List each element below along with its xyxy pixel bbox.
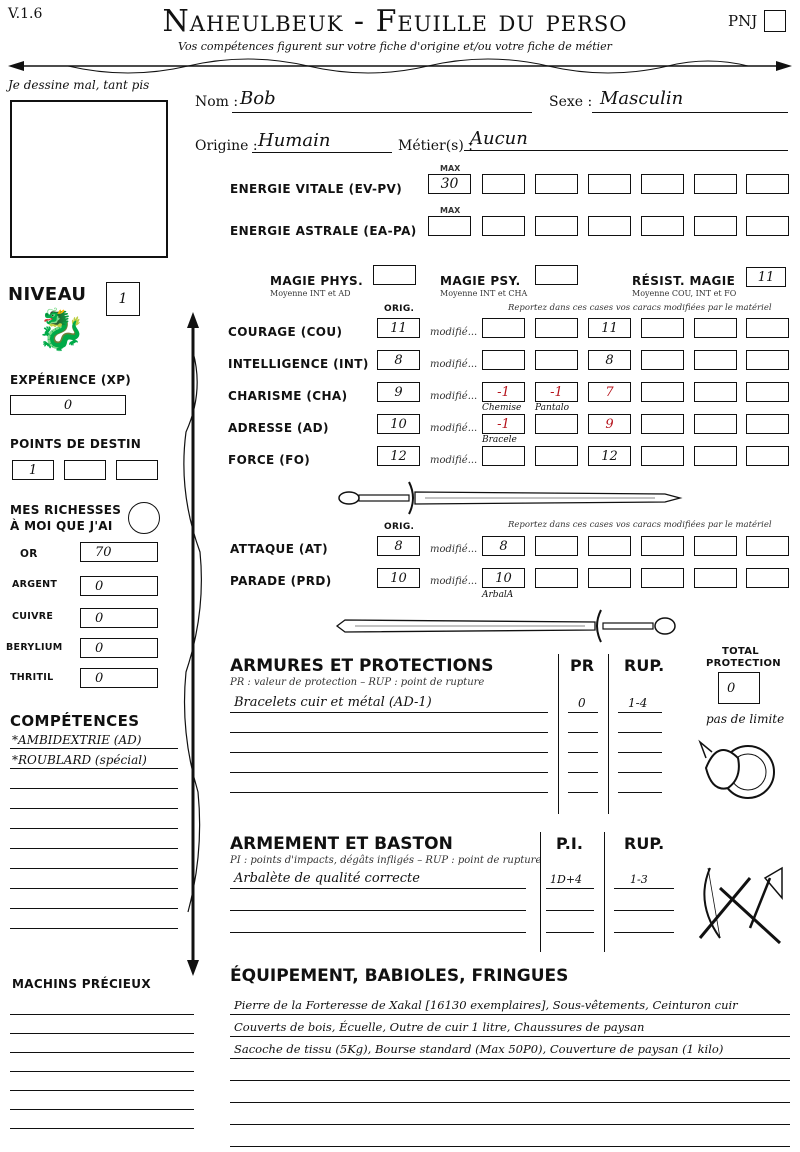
origine-value[interactable]: Humain	[258, 130, 331, 151]
carac-mod-box[interactable]	[746, 414, 789, 434]
armure-pr-line	[568, 792, 598, 793]
niveau-value[interactable]: 1	[106, 282, 140, 316]
machin-line[interactable]	[10, 1014, 194, 1015]
arme-pi-line	[546, 910, 594, 911]
armure-rup-line	[618, 712, 662, 713]
magie-psy-label: MAGIE PSY.	[440, 274, 521, 288]
ev-box[interactable]	[641, 174, 684, 194]
competence-item[interactable]: *AMBIDEXTRIE (AD)	[12, 733, 142, 747]
richesse-value-or[interactable]: 70	[80, 542, 158, 562]
armure-rup[interactable]: 1-4	[628, 696, 648, 710]
sexe-label: Sexe :	[549, 94, 593, 110]
carac-mod-box[interactable]: 8	[588, 350, 631, 370]
competence-line	[10, 868, 178, 869]
nom-value[interactable]: Bob	[240, 88, 276, 109]
xp-value[interactable]: 0	[10, 395, 126, 415]
armure-rup-line	[618, 772, 662, 773]
richesse-value-thritil[interactable]: 0	[80, 668, 158, 688]
arme-rup-line	[614, 888, 674, 889]
armures-title: ARMURES ET PROTECTIONS	[230, 656, 494, 676]
combat-note: Reportez dans ces cases vos caracs modifiées par le matériel	[508, 520, 772, 530]
carac-orig-label: ORIG.	[384, 304, 415, 314]
sword-ornament-2	[335, 606, 685, 646]
carac-orig[interactable]: 10	[377, 414, 420, 434]
ev-box[interactable]	[482, 174, 525, 194]
combat-name: ATTAQUE (AT)	[230, 542, 328, 556]
ev-box[interactable]	[588, 174, 631, 194]
carac-mod-box[interactable]	[482, 318, 525, 338]
destin-label: POINTS DE DESTIN	[10, 437, 142, 451]
magie-psy-note: Moyenne INT et CHA	[440, 289, 528, 298]
portrait-box[interactable]	[10, 100, 168, 258]
carac-modifie-label: modifié...	[430, 455, 478, 466]
carac-item-note: Chemise	[482, 403, 522, 413]
xp-label: EXPÉRIENCE (XP)	[10, 373, 132, 387]
niveau-label: NIVEAU	[8, 284, 87, 305]
arme-line	[230, 932, 526, 933]
arme-rup[interactable]: 1-3	[630, 873, 648, 886]
armures-col-rup: RUP.	[624, 656, 665, 675]
combat-mod-box[interactable]	[535, 536, 578, 556]
equipement-line	[230, 1124, 790, 1125]
combat-mod-box[interactable]	[746, 568, 789, 588]
competence-line	[10, 848, 178, 849]
magie-psy-value[interactable]	[535, 265, 578, 285]
carac-item-note: Pantalo	[535, 403, 570, 413]
carac-item-note: Bracele	[482, 435, 517, 445]
competences-label: COMPÉTENCES	[10, 712, 140, 730]
combat-modifie-label: modifié...	[430, 544, 478, 555]
armure-pr-line	[568, 732, 598, 733]
combat-mod-box[interactable]	[641, 568, 684, 588]
ea-box[interactable]	[482, 216, 525, 236]
machin-line[interactable]	[10, 1052, 194, 1053]
armure-line	[230, 772, 548, 773]
combat-mod-box[interactable]	[535, 568, 578, 588]
carac-mod-box[interactable]: 11	[588, 318, 631, 338]
combat-mod-box[interactable]	[694, 568, 737, 588]
carac-name: ADRESSE (AD)	[228, 421, 329, 435]
richesse-value-berylium[interactable]: 0	[80, 638, 158, 658]
magie-phys-value[interactable]	[373, 265, 416, 285]
competence-item[interactable]: *ROUBLARD (spécial)	[12, 753, 147, 767]
arme-line	[230, 888, 526, 889]
coin-icon	[128, 502, 160, 534]
carac-orig[interactable]: 11	[377, 318, 420, 338]
competence-line	[10, 768, 178, 769]
arme-rup-line	[614, 910, 674, 911]
carac-mod-box[interactable]	[482, 350, 525, 370]
armement-title: ARMEMENT ET BASTON	[230, 834, 453, 854]
weapons-icon	[690, 858, 790, 948]
ea-label: ENERGIE ASTRALE (EA-PA)	[230, 224, 417, 238]
equipement-line	[230, 1036, 790, 1037]
carac-mod-box[interactable]	[694, 350, 737, 370]
equipement-item[interactable]: Sacoche de tissu (5Kg), Bourse standard (Max 50P0), Couverture de paysan (1 kilo)	[234, 1042, 724, 1056]
armement-note: PI : points d'impacts, dégâts infligés – RUP : point de rupture	[230, 855, 542, 866]
carac-note: Reportez dans ces cases vos caracs modifiées par le matériel	[508, 303, 772, 313]
combat-orig[interactable]: 10	[377, 568, 420, 588]
competence-line	[10, 908, 178, 909]
competence-line	[10, 828, 178, 829]
ea-box[interactable]	[641, 216, 684, 236]
carac-mod-box[interactable]	[641, 446, 684, 466]
armure-rup-line	[618, 792, 662, 793]
armure-pr[interactable]: 0	[578, 696, 586, 710]
carac-mod-box[interactable]	[746, 382, 789, 402]
combat-mod-box[interactable]	[588, 568, 631, 588]
armure-rup-line	[618, 732, 662, 733]
carac-mod-box[interactable]	[694, 318, 737, 338]
carac-mod-box[interactable]	[535, 414, 578, 434]
arme-rup-line	[614, 932, 674, 933]
combat-mod-box[interactable]: 10	[482, 568, 525, 588]
ev-label: ENERGIE VITALE (EV-PV)	[230, 182, 403, 196]
ea-max-label: MAX	[440, 206, 461, 215]
magie-phys-note: Moyenne INT et AD	[270, 289, 351, 298]
equipement-line	[230, 1146, 790, 1147]
total-protection-label-1: TOTAL	[722, 646, 759, 657]
portrait-label: Je dessine mal, tant pis	[8, 78, 150, 92]
ev-box[interactable]	[535, 174, 578, 194]
carac-mod-box[interactable]	[641, 414, 684, 434]
ev-box[interactable]: 30	[428, 174, 471, 194]
carac-mod-box[interactable]: 9	[588, 414, 631, 434]
carac-mod-box[interactable]: -1	[482, 414, 525, 434]
arme-name[interactable]: Arbalète de qualité correcte	[234, 871, 420, 886]
competence-line	[10, 928, 178, 929]
ea-box[interactable]	[428, 216, 471, 236]
ev-max-label: MAX	[440, 164, 461, 173]
page-title: Naheulbeuk - Feuille du perso	[162, 4, 628, 39]
resist-magie-value[interactable]: 11	[746, 267, 786, 287]
carac-mod-box[interactable]	[694, 446, 737, 466]
carac-mod-box[interactable]	[535, 318, 578, 338]
carac-mod-box[interactable]	[746, 350, 789, 370]
combat-modifie-label: modifié...	[430, 576, 478, 587]
carac-name: CHARISME (CHA)	[228, 389, 348, 403]
machin-line[interactable]	[10, 1109, 194, 1110]
carac-modifie-label: modifié...	[430, 359, 478, 370]
page-subtitle: Vos compétences figurent sur votre fiche d'origine et/ou votre fiche de métier	[178, 40, 612, 53]
carac-mod-box[interactable]: -1	[535, 382, 578, 402]
armures-note: PR : valeur de protection – RUP : point de rupture	[230, 677, 485, 688]
machin-line[interactable]	[10, 1128, 194, 1129]
resist-magie-label: RÉSIST. MAGIE	[632, 274, 736, 288]
ea-box[interactable]	[694, 216, 737, 236]
competence-line	[10, 888, 178, 889]
combat-orig[interactable]: 8	[377, 536, 420, 556]
metier-label: Métier(s) :	[398, 138, 473, 154]
armure-line	[230, 732, 548, 733]
carac-mod-box[interactable]	[535, 350, 578, 370]
metier-value[interactable]: Aucun	[470, 128, 528, 149]
destin-box-2[interactable]	[64, 460, 106, 480]
carac-orig[interactable]: 12	[377, 446, 420, 466]
carac-modifie-label: modifié...	[430, 391, 478, 402]
machin-line[interactable]	[10, 1033, 194, 1034]
armures-col-pr: PR	[570, 656, 595, 675]
carac-mod-box[interactable]	[641, 350, 684, 370]
carac-mod-box[interactable]	[641, 318, 684, 338]
arme-pi-line	[546, 932, 594, 933]
magie-phys-label: MAGIE PHYS.	[270, 274, 364, 288]
sexe-value[interactable]: Masculin	[600, 88, 684, 109]
richesse-name-cuivre: CUIVRE	[12, 611, 54, 622]
richesse-name-argent: ARGENT	[12, 579, 58, 590]
ea-box[interactable]	[588, 216, 631, 236]
destin-box-1[interactable]: 1	[12, 460, 54, 480]
competence-line	[10, 808, 178, 809]
arme-pi[interactable]: 1D+4	[550, 873, 583, 886]
richesse-name-berylium: BERYLIUM	[6, 642, 63, 653]
ea-box[interactable]	[535, 216, 578, 236]
richesse-value-cuivre[interactable]: 0	[80, 608, 158, 628]
armement-col-rup: RUP.	[624, 834, 665, 853]
armure-rup-line	[618, 752, 662, 753]
richesse-name-thritil: THRITIL	[10, 672, 54, 683]
dragon-icon: 🐉	[36, 307, 86, 353]
combat-mod-box[interactable]	[641, 536, 684, 556]
pnj-checkbox[interactable]	[764, 10, 786, 32]
machins-label: MACHINS PRÉCIEUX	[12, 977, 151, 991]
version-label: V.1.6	[8, 6, 43, 22]
nom-label: Nom :	[195, 94, 239, 110]
staff-ornament	[180, 312, 206, 976]
armure-pr-line	[568, 752, 598, 753]
arme-line	[230, 910, 526, 911]
armure-pr-line	[568, 772, 598, 773]
carac-mod-box[interactable]: -1	[482, 382, 525, 402]
richesses-label-1: MES RICHESSES	[10, 503, 122, 517]
combat-orig-label: ORIG.	[384, 522, 415, 532]
pnj-label: PNJ	[728, 12, 758, 30]
sword-ornament-1	[335, 478, 685, 518]
armement-col-pi: P.I.	[556, 834, 583, 853]
carac-mod-box[interactable]	[746, 446, 789, 466]
total-protection-label-2: PROTECTION	[706, 658, 781, 669]
carac-name: COURAGE (COU)	[228, 325, 343, 339]
carac-orig[interactable]: 8	[377, 350, 420, 370]
carac-mod-box[interactable]: 12	[588, 446, 631, 466]
destin-box-3[interactable]	[116, 460, 158, 480]
carac-name: INTELLIGENCE (INT)	[228, 357, 369, 371]
machin-line[interactable]	[10, 1090, 194, 1091]
carac-mod-box[interactable]	[694, 414, 737, 434]
combat-mod-box[interactable]	[694, 536, 737, 556]
equipement-title: ÉQUIPEMENT, BABIOLES, FRINGUES	[230, 966, 569, 986]
equipement-line	[230, 1014, 790, 1015]
equipement-line	[230, 1102, 790, 1103]
carac-orig[interactable]: 9	[377, 382, 420, 402]
origine-label: Origine :	[195, 138, 258, 154]
equipement-line	[230, 1080, 790, 1081]
helmet-shield-icon	[698, 728, 778, 808]
carac-mod-box[interactable]	[535, 446, 578, 466]
carac-modifie-label: modifié...	[430, 423, 478, 434]
combat-item-note: ArbalA	[482, 590, 514, 600]
combat-mod-box[interactable]: 8	[482, 536, 525, 556]
combat-mod-box[interactable]	[746, 536, 789, 556]
protection-limit-note: pas de limite	[706, 712, 785, 726]
richesses-label-2: À MOI QUE J'AI	[10, 519, 113, 533]
richesse-name-or: OR	[20, 548, 38, 560]
carac-mod-box[interactable]	[641, 382, 684, 402]
ev-box[interactable]	[694, 174, 737, 194]
ea-box[interactable]	[746, 216, 789, 236]
competence-line	[10, 788, 178, 789]
machin-line[interactable]	[10, 1071, 194, 1072]
arme-pi-line	[546, 888, 594, 889]
armure-line	[230, 752, 548, 753]
competence-line	[10, 748, 178, 749]
carac-mod-box[interactable]	[694, 382, 737, 402]
resist-magie-note: Moyenne COU, INT et FO	[632, 289, 737, 298]
armure-line	[230, 792, 548, 793]
equipement-item[interactable]: Couverts de bois, Écuelle, Outre de cuir 1 litre, Chaussures de paysan	[234, 1020, 645, 1034]
armure-line	[230, 712, 548, 713]
ev-box[interactable]	[746, 174, 789, 194]
combat-name: PARADE (PRD)	[230, 574, 332, 588]
carac-modifie-label: modifié...	[430, 327, 478, 338]
total-protection-value[interactable]: 0	[718, 672, 760, 704]
equipement-line	[230, 1058, 790, 1059]
carac-mod-box[interactable]	[746, 318, 789, 338]
richesse-value-argent[interactable]: 0	[80, 576, 158, 596]
carac-name: FORCE (FO)	[228, 453, 311, 467]
combat-mod-box[interactable]	[588, 536, 631, 556]
armure-name[interactable]: Bracelets cuir et métal (AD-1)	[234, 695, 432, 710]
carac-mod-box[interactable]: 7	[588, 382, 631, 402]
carac-mod-box[interactable]	[482, 446, 525, 466]
armure-pr-line	[568, 712, 598, 713]
equipement-item[interactable]: Pierre de la Forteresse de Xakal [16130 exemplaires], Sous-vêtements, Ceinturon cuir	[234, 998, 738, 1012]
